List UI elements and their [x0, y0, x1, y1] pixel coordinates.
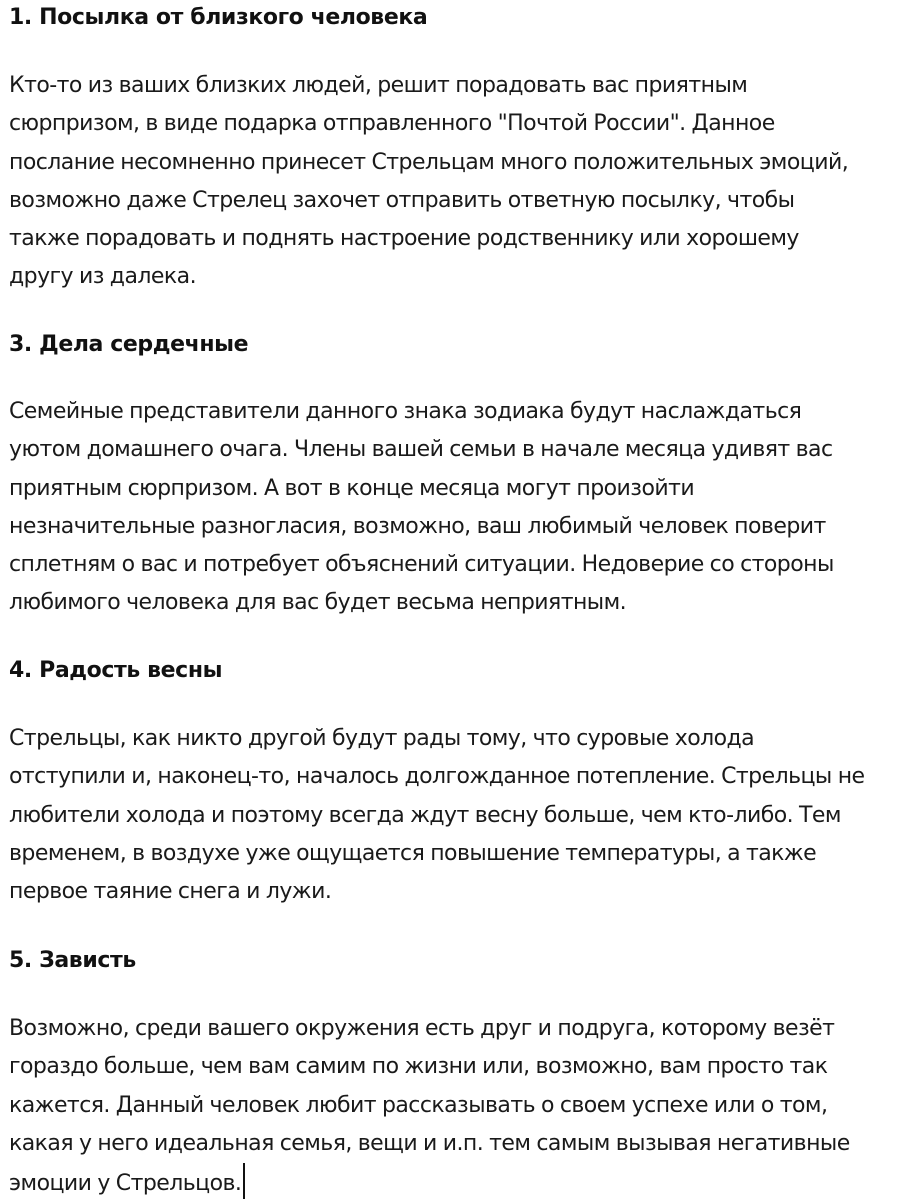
paragraph-line: любители холода и поэтому всегда ждут весну больше, чем кто-либо. Тем — [9, 802, 841, 828]
section-paragraph — [9, 393, 834, 623]
paragraph-line: любимого человека для вас будет весьма неприятным. — [9, 590, 627, 616]
paragraph-line: первое таяние снега и лужи. — [9, 879, 332, 905]
paragraph-line: также порадовать и поднять настроение родственнику или хорошему — [9, 226, 799, 252]
paragraph-line: Возможно, среди вашего окружения есть друг и подруга, которому везёт — [9, 1016, 835, 1041]
section-paragraph — [9, 67, 848, 297]
paragraph-line: Кто-то из ваших близких людей, решит порадовать вас приятным — [9, 73, 748, 98]
paragraph-line: уютом домашнего очага. Члены вашей семьи в начале месяца удивят вас — [9, 437, 833, 463]
paragraph-line: незначительные разногласия, возможно, ваш любимый человек поверит — [9, 513, 826, 539]
text-cursor — [243, 1163, 245, 1199]
paragraph-line: временем, в воздухе уже ощущается повышение температуры, а также — [9, 840, 817, 866]
section-heading: 5. Зависть — [9, 948, 136, 973]
section-heading: 4. Радость весны — [9, 658, 223, 683]
section-paragraph — [9, 1010, 850, 1203]
paragraph-line: сюрпризом, в виде подарка отправленного "Почтой России". Данное — [9, 111, 775, 137]
paragraph-line: другу из далека. — [9, 264, 197, 290]
paragraph-line: отступили и, наконец-то, началось долгожданное потепление. Стрельцы не — [9, 764, 865, 790]
paragraph-line: Стрельцы, как никто другой будут рады тому, что суровые холода — [9, 726, 755, 751]
section-paragraph — [9, 720, 865, 911]
paragraph-line: Семейные представители данного знака зодиака будут наслаждаться — [9, 399, 802, 424]
paragraph-line: какая у него идеальная семья, вещи и и.п. тем самым вызывая негативные — [9, 1130, 850, 1156]
paragraph-line: сплетням о вас и потребует объяснений ситуации. Недоверие со стороны — [9, 552, 834, 578]
paragraph-line-text: эмоции у Стрельцов. — [9, 1171, 242, 1197]
paragraph-line: кажется. Данный человек любит рассказывать о своем успехе или о том, — [9, 1092, 828, 1118]
paragraph-line: приятным сюрпризом. А вот в конце месяца могут произойти — [9, 475, 695, 501]
paragraph-line: послание несомненно принесет Стрельцам много положительных эмоций, — [9, 149, 849, 175]
paragraph-line: возможно даже Стрелец захочет отправить ответную посылку, чтобы — [9, 187, 795, 213]
paragraph-line: гораздо больше, чем вам самим по жизни или, возможно, вам просто так — [9, 1054, 828, 1080]
paragraph-line — [9, 1163, 850, 1203]
section-heading: 1. Посылка от близкого человека — [9, 5, 428, 30]
section-heading: 3. Дела сердечные — [9, 332, 249, 357]
